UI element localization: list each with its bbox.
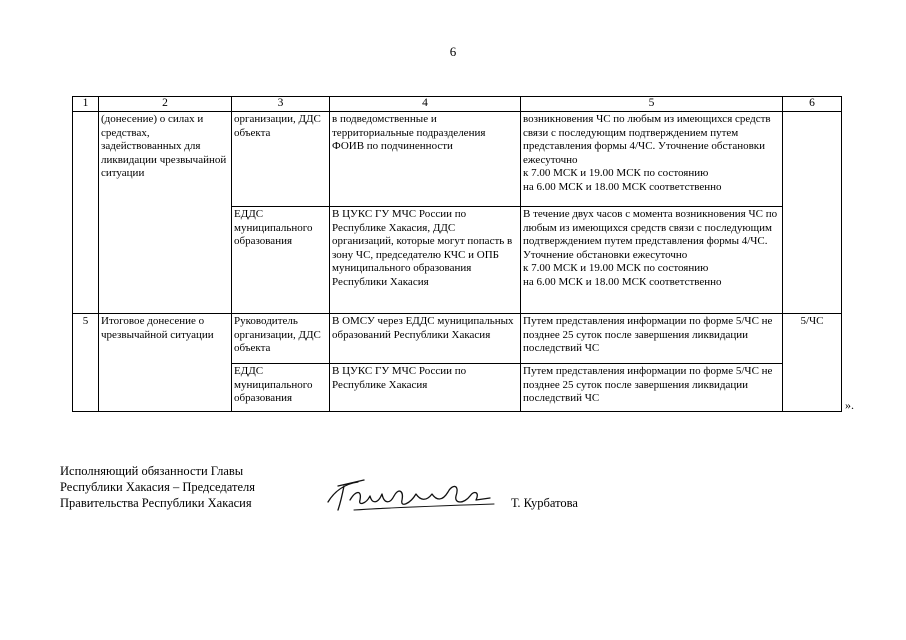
- recipient-cell: В ОМСУ через ЕДДС муниципальных образований Республики Хакасия: [330, 314, 521, 364]
- deadline-cell: Путем представления информации по форме 5/ЧС не позднее 25 суток после завершения ликвидации последствий ЧС: [521, 314, 783, 364]
- header-cell-6: 6: [783, 97, 842, 112]
- handwritten-signature: [324, 470, 504, 520]
- sender-cell: организации, ДДС объекта: [232, 112, 330, 207]
- header-cell-4: 4: [330, 97, 521, 112]
- deadline-cell: Путем представления информации по форме 5/ЧС не позднее 25 суток после завершения ликвидации последствий ЧС: [521, 364, 783, 412]
- form-cell: [783, 112, 842, 314]
- table-row: [73, 112, 842, 207]
- signatory-position: Исполняющий обязанности Главы Республики Хакасия – Председателя Правительства Республики Хакасия: [60, 464, 256, 510]
- row-number-cell: 5: [73, 314, 99, 412]
- recipient-cell: В ЦУКС ГУ МЧС России по Республике Хакасия: [330, 364, 521, 412]
- report-type-cell: (донесение) о силах и средствах, задействованных для ликвидации чрезвычайной ситуации: [99, 112, 232, 314]
- header-cell-1: 1: [73, 97, 99, 112]
- sender-cell: Руководитель организации, ДДС объекта: [232, 314, 330, 364]
- header-cell-3: 3: [232, 97, 330, 112]
- closing-quote-mark: ».: [845, 398, 854, 412]
- row-number-cell: [73, 112, 99, 314]
- page-number: 6: [449, 44, 457, 59]
- table-header-row: [73, 97, 842, 112]
- reporting-table: [72, 96, 842, 412]
- header-cell-5: 5: [521, 97, 783, 112]
- header-cell-2: 2: [99, 97, 232, 112]
- recipient-cell: В ЦУКС ГУ МЧС России по Республике Хакасия, ДДС организаций, которые могут попасть в зону ЧС, председателю КЧС и ОПБ муниципального образования Республики Хакасия: [330, 207, 521, 314]
- signatory-name: Т. Курбатова: [511, 496, 578, 510]
- recipient-cell: в подведомственные и территориальные подразделения ФОИВ по подчиненности: [330, 112, 521, 207]
- sender-cell: ЕДДС муниципального образования: [232, 364, 330, 412]
- table-row: [73, 314, 842, 364]
- deadline-cell: возникновения ЧС по любым из имеющихся средств связи с последующим подтверждением путем представления формы 4/ЧС. Уточнение обстановки ежесуточно к 7.00 МСК и 19.00 МСК по состоянию на 6.00 МСК и 18.00 МСК соответственно: [521, 112, 783, 207]
- form-cell: 5/ЧС: [783, 314, 842, 412]
- deadline-cell: В течение двух часов с момента возникновения ЧС по любым из имеющихся средств связи с последующим подтверждением путем представления формы 4/ЧС. Уточнение обстановки ежесуточно к 7.00 МСК и 19.00 МСК по состоянию на 6.00 МСК и 18.00 МСК соответственно: [521, 207, 783, 314]
- report-type-cell: Итоговое донесение о чрезвычайной ситуации: [99, 314, 232, 412]
- sender-cell: ЕДДС муниципального образования: [232, 207, 330, 314]
